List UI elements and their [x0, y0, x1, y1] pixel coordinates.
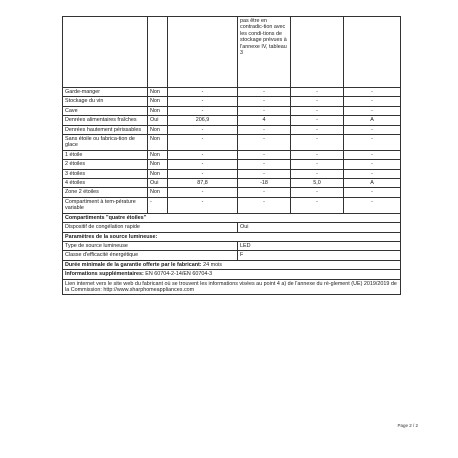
compartment-cell: 4	[238, 116, 291, 125]
compartment-name: 2 étoiles	[63, 160, 148, 169]
compartment-row	[63, 160, 401, 169]
compartment-row	[63, 179, 401, 188]
compartment-cell: -	[344, 135, 401, 151]
compartment-cell: -	[291, 169, 344, 178]
compartment-cell: -	[148, 197, 168, 213]
quick-freeze-label: Dispositif de congélation rapide	[63, 223, 238, 232]
warranty-row	[63, 260, 401, 269]
compartment-cell: -	[238, 188, 291, 197]
compartment-cell: 87,8	[168, 179, 238, 188]
compartment-cell: -	[168, 160, 238, 169]
compartment-cell: -	[238, 169, 291, 178]
compartment-name: 1 étoile	[63, 150, 148, 159]
info-row	[63, 270, 401, 279]
compartment-row	[63, 150, 401, 159]
compartment-cell: -	[344, 88, 401, 97]
compartment-row	[63, 97, 401, 106]
compartment-name: 3 étoiles	[63, 169, 148, 178]
compartment-cell: -	[168, 88, 238, 97]
compartment-cell: -	[344, 197, 401, 213]
warranty-value: 24 mois	[203, 261, 222, 268]
compartment-cell: -	[291, 97, 344, 106]
light-class-label: Classe d'efficacité énergétique	[63, 251, 238, 260]
compartment-cell: A	[344, 179, 401, 188]
compartment-cell: Oui	[148, 116, 168, 125]
light-class-value: F	[238, 251, 401, 260]
light-heading-row	[63, 232, 401, 241]
four-star-heading: Compartiments "quatre étoiles"	[63, 213, 401, 222]
compartment-row	[63, 125, 401, 134]
compartment-cell: -	[291, 135, 344, 151]
quick-freeze-row	[63, 223, 401, 232]
compartment-row	[63, 135, 401, 151]
compartment-cell: Non	[148, 106, 168, 115]
compartment-cell: -18	[238, 179, 291, 188]
compartment-name: Sans étoile ou fabrica-tion de glace	[63, 135, 148, 151]
compartment-cell: -	[344, 169, 401, 178]
compartment-cell: -	[291, 106, 344, 115]
compartment-cell: -	[238, 97, 291, 106]
compartment-cell: Non	[148, 88, 168, 97]
compartment-cell: -	[291, 160, 344, 169]
page-number: Page 2 / 2	[397, 423, 418, 428]
compartment-cell: -	[168, 197, 238, 213]
compartment-row	[63, 116, 401, 125]
quick-freeze-value: Oui	[238, 223, 401, 232]
compartment-cell: Oui	[148, 179, 168, 188]
compartment-cell: Non	[148, 150, 168, 159]
continuation-text: pas être en contradic-tion avec les condi-tions de stockage prévues à l'annexe IV, tableau 3	[238, 17, 291, 88]
compartment-table	[62, 16, 401, 295]
compartment-name: Zone 2 étoiles	[63, 188, 148, 197]
compartment-cell: -	[344, 188, 401, 197]
compartment-cell: -	[291, 125, 344, 134]
compartment-cell: Non	[148, 125, 168, 134]
four-star-heading-row	[63, 213, 401, 222]
compartment-cell: Non	[148, 160, 168, 169]
link-text: Lien internet vers le site web du fabricant où se trouvent les informations visées au point 4 a) de l'annexe du rè-glement (UE) 2019/2019 de la Commission: http://www.sharphomeappliances.com	[63, 279, 401, 295]
light-type-label: Type de source lumineuse	[63, 241, 238, 250]
light-heading: Paramètres de la source lumineuse:	[63, 232, 401, 241]
compartment-name: Denrées alimentaires fraîches	[63, 116, 148, 125]
compartment-cell: -	[238, 125, 291, 134]
compartment-cell: Non	[148, 188, 168, 197]
compartment-cell: -	[344, 97, 401, 106]
compartment-cell: Non	[148, 169, 168, 178]
compartment-cell: -	[291, 188, 344, 197]
warranty-label: Durée minimale de la garantie offerte par le fabricant:	[65, 261, 202, 268]
continuation-row	[63, 17, 401, 88]
compartment-cell: -	[344, 150, 401, 159]
compartment-cell: -	[168, 188, 238, 197]
compartment-cell: -	[344, 106, 401, 115]
light-type-value: LED	[238, 241, 401, 250]
compartment-cell: 206,9	[168, 116, 238, 125]
light-class-row	[63, 251, 401, 260]
compartment-cell: -	[168, 106, 238, 115]
compartment-name: Compartiment à tem-pérature variable	[63, 197, 148, 213]
compartment-cell: -	[238, 150, 291, 159]
compartment-cell: -	[344, 125, 401, 134]
compartment-cell: -	[238, 135, 291, 151]
info-label: Informations supplémentaires:	[65, 271, 144, 278]
compartment-cell: -	[344, 160, 401, 169]
compartment-cell: -	[168, 125, 238, 134]
compartment-name: 4 étoiles	[63, 179, 148, 188]
compartment-row	[63, 197, 401, 213]
compartment-row	[63, 88, 401, 97]
compartment-cell: -	[291, 116, 344, 125]
compartment-cell: -	[238, 197, 291, 213]
compartment-cell: -	[291, 197, 344, 213]
compartment-cell: 5,0	[291, 179, 344, 188]
compartment-row	[63, 188, 401, 197]
compartment-cell: A	[344, 116, 401, 125]
compartment-cell: -	[291, 88, 344, 97]
compartment-name: Cave	[63, 106, 148, 115]
compartment-cell: -	[238, 106, 291, 115]
compartment-cell: -	[291, 150, 344, 159]
spec-sheet	[62, 16, 400, 295]
compartment-name: Garde-manger	[63, 88, 148, 97]
compartment-cell: -	[238, 88, 291, 97]
compartment-row	[63, 169, 401, 178]
compartment-cell: -	[238, 160, 291, 169]
light-type-row	[63, 241, 401, 250]
info-value: EN 60704-2-14/EN 60704-3	[145, 271, 213, 278]
compartment-cell: -	[168, 150, 238, 159]
compartment-row	[63, 106, 401, 115]
compartment-cell: -	[168, 169, 238, 178]
link-row	[63, 279, 401, 295]
compartment-cell: -	[168, 135, 238, 151]
compartment-cell: -	[168, 97, 238, 106]
compartment-name: Denrées hautement périssables	[63, 125, 148, 134]
compartment-name: Stockage du vin	[63, 97, 148, 106]
compartment-cell: Non	[148, 135, 168, 151]
compartment-cell: Non	[148, 97, 168, 106]
